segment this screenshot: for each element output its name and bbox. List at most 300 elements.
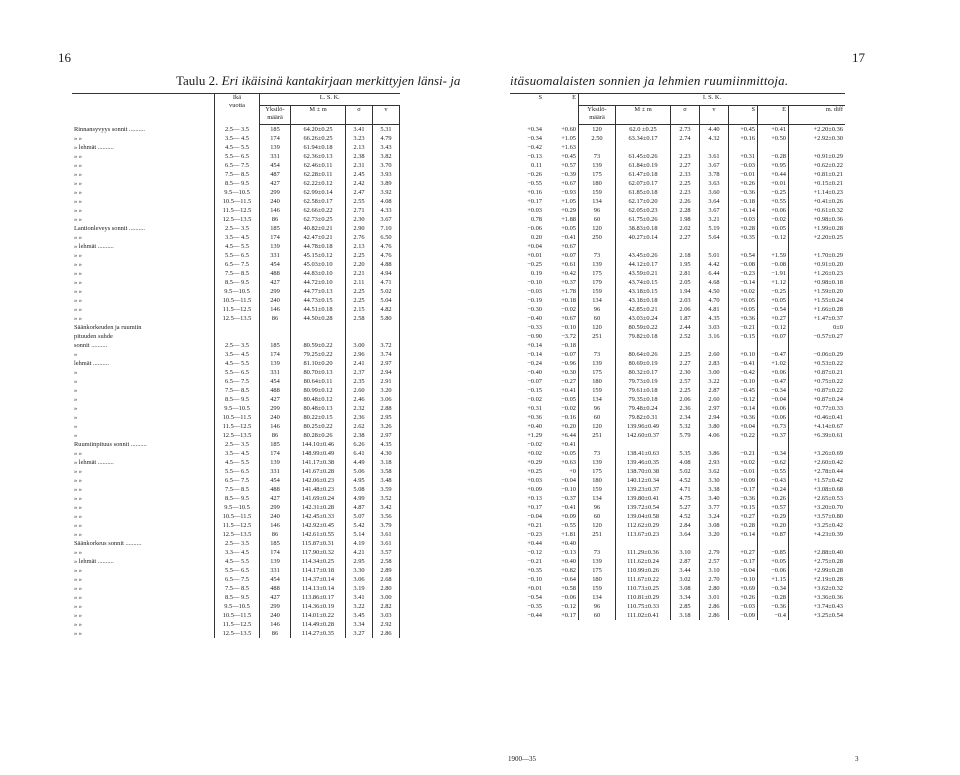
cell-b: +0.61 [544, 260, 579, 269]
table-row [510, 476, 845, 485]
cell-n: 120 [579, 125, 616, 135]
cell-E: +0.06 [758, 368, 789, 377]
cell-a: −0.04 [527, 513, 542, 520]
table-row [510, 485, 845, 494]
table-row [72, 413, 400, 422]
cell-m: 110.99±0.26 [616, 566, 671, 575]
cell-m: 80.64±0.11 [291, 377, 346, 386]
table-row [72, 503, 400, 512]
cell-d: +2.19±0.28 [813, 576, 843, 583]
cell-s: 5.32 [671, 422, 700, 431]
cell-age: 10.5—11.5 [215, 296, 260, 305]
cell-n: 139 [579, 161, 616, 170]
cell-v: 3.61 [373, 539, 400, 548]
cell-n: 299 [260, 404, 291, 413]
cell-v: 2.80 [700, 584, 729, 593]
cell-b: +0.57 [544, 161, 579, 170]
cell-b: +0.60 [544, 125, 579, 135]
cell-age: 8.5— 9.5 [215, 593, 260, 602]
cell-S: −0.14 [729, 404, 758, 413]
cell-v: 4.06 [700, 431, 729, 440]
table-row [72, 548, 400, 557]
cell-m: 62.73±0.25 [291, 215, 346, 224]
cell-E: −0.06 [758, 566, 789, 575]
cell-a: −0.40 [527, 315, 542, 322]
cell-E: +1.02 [758, 359, 789, 368]
table-row [72, 323, 400, 332]
cell-label: » » [74, 297, 82, 304]
table-row [72, 161, 400, 170]
cell-v: 3.61 [700, 152, 729, 161]
cell-d: +2.99±0.28 [813, 567, 843, 574]
cell-d: +4.23±0.39 [813, 531, 843, 538]
cell-s: 1.95 [671, 260, 700, 269]
table-row [510, 512, 845, 521]
cell-d: +2.20±0.36 [813, 126, 843, 133]
table-row [72, 233, 400, 242]
right-page-number: 17 [852, 50, 865, 65]
cell-v: 3.18 [373, 458, 400, 467]
table-row [510, 323, 845, 332]
cell-S: −0.17 [729, 557, 758, 566]
cell-m [616, 143, 671, 152]
cell-b: −0.39 [544, 170, 579, 179]
cell-d: +0.77±0.33 [813, 405, 843, 412]
cell-a: +0.13 [527, 495, 542, 502]
cell-v: 3.62 [700, 467, 729, 476]
cell-v: 3.77 [700, 503, 729, 512]
cell-n: 134 [579, 197, 616, 206]
cell-age: 5.5— 6.5 [215, 368, 260, 377]
cell-b: −0.37 [544, 494, 579, 503]
cell-b: −3.72 [544, 332, 579, 341]
table-row [510, 332, 845, 341]
cell-b: −0.93 [544, 188, 579, 197]
cell-v: 4.76 [373, 242, 400, 251]
cell-S: +0.14 [729, 530, 758, 539]
cell-label: » lehmät .......... [74, 459, 114, 466]
cell-d: +0.91±0.29 [813, 153, 843, 160]
cell-v [373, 323, 400, 332]
cell-v [700, 539, 729, 548]
cell-v [700, 341, 729, 350]
cell-m: 80.32±0.17 [616, 368, 671, 377]
table-row [72, 575, 400, 584]
cell-n: 185 [260, 341, 291, 350]
cell-v: 3.59 [373, 485, 400, 494]
cell-n: 73 [579, 548, 616, 557]
cell-a: −0.03 [527, 288, 542, 295]
cell-s: 3.02 [671, 575, 700, 584]
cell-n: 250 [579, 233, 616, 242]
cell-label: » » [74, 288, 82, 295]
cell-label: » » [74, 261, 82, 268]
cell-d: +2.65±0.53 [813, 495, 843, 502]
cell-s: 2.57 [671, 377, 700, 386]
cell-a: −0.23 [527, 531, 542, 538]
cell-m: 114.49±0.28 [291, 620, 346, 629]
cell-n [579, 539, 616, 548]
label-header [72, 94, 215, 125]
cell-b: −0.07 [544, 350, 579, 359]
n-header-right-text: Yksilö- määrä [587, 106, 607, 121]
cell-m: 44.78±0.18 [291, 242, 346, 251]
cell-v: 4.68 [700, 278, 729, 287]
cell-v: 3.20 [373, 386, 400, 395]
cell-m: 80.64±0.26 [616, 350, 671, 359]
cell-v: 4.42 [700, 260, 729, 269]
cell-S: +0.05 [729, 296, 758, 305]
cell-s [671, 440, 700, 449]
cell-S: +0.10 [729, 350, 758, 359]
table-row [510, 296, 845, 305]
cell-n: 139 [260, 359, 291, 368]
table-row [72, 368, 400, 377]
cell-n: 120 [579, 521, 616, 530]
cell-n: 299 [260, 287, 291, 296]
cell-a: −0.06 [527, 225, 542, 232]
n-header [260, 106, 291, 125]
cell-S: +0.36 [729, 413, 758, 422]
cell-S: −0.14 [729, 206, 758, 215]
table-row [510, 458, 845, 467]
cell-n: 454 [260, 575, 291, 584]
cell-a: +0.09 [527, 486, 542, 493]
cell-v: 2.86 [700, 611, 729, 620]
cell-b: −0.18 [544, 341, 579, 350]
cell-n: 240 [260, 197, 291, 206]
table-row [72, 521, 400, 530]
cell-a: −0.21 [527, 558, 542, 565]
cell-n: 454 [260, 476, 291, 485]
cell-n: 120 [579, 323, 616, 332]
cell-age: 3.5— 4.5 [215, 233, 260, 242]
cell-n: 139 [260, 458, 291, 467]
cell-v: 3.43 [373, 143, 400, 152]
cell-m: 148.99±0.49 [291, 449, 346, 458]
table-row [510, 494, 845, 503]
cell-age: 12.5—13.5 [215, 215, 260, 224]
cell-a: −0.35 [527, 603, 542, 610]
table-row [72, 494, 400, 503]
cell-S [729, 539, 758, 548]
cell-m: 110.81±0.29 [616, 593, 671, 602]
cell-age: 11.5—12.5 [215, 305, 260, 314]
cell-v: 3.93 [373, 170, 400, 179]
cell-v: 3.57 [373, 548, 400, 557]
cell-s: 2.33 [671, 170, 700, 179]
cell-age: 11.5—12.5 [215, 620, 260, 629]
cell-v: 3.78 [700, 170, 729, 179]
cell-d: +2.78±0.44 [813, 468, 843, 475]
cell-label: » » [74, 477, 82, 484]
cell-v: 2.86 [700, 602, 729, 611]
cell-d: +1.57±0.42 [813, 477, 843, 484]
cell-age: 3.5— 4.5 [215, 350, 260, 359]
cell-n: 134 [579, 593, 616, 602]
cell-s: 2.27 [671, 161, 700, 170]
cell-n: 159 [579, 485, 616, 494]
cell-n: 174 [260, 548, 291, 557]
table-row [72, 440, 400, 449]
cell-m: 142.92±0.45 [291, 521, 346, 530]
cell-s: 3.08 [671, 584, 700, 593]
cell-n: 139 [579, 458, 616, 467]
cell-E: +0.95 [758, 161, 789, 170]
cell-m: 43.18±0.18 [616, 296, 671, 305]
cell-s: 2.42 [346, 179, 373, 188]
table-row [72, 395, 400, 404]
table-row [72, 197, 400, 206]
n-header-text: Yksilö- määrä [265, 106, 285, 121]
cell-m: 80.28±0.26 [291, 431, 346, 440]
cell-s [346, 332, 373, 341]
cell-v: 3.08 [700, 521, 729, 530]
cell-v: 3.03 [373, 611, 400, 620]
table-row [510, 368, 845, 377]
cell-s: 3.45 [346, 611, 373, 620]
cell-v: 2.91 [373, 377, 400, 386]
cell-S: −0.10 [729, 377, 758, 386]
cell-S: +0.09 [729, 476, 758, 485]
cell-n: 73 [579, 152, 616, 161]
cell-v: 4.79 [373, 134, 400, 143]
cell-s: 5.02 [671, 467, 700, 476]
table-row [72, 224, 400, 233]
cell-d: +1.55±0.24 [813, 297, 843, 304]
table-row [510, 377, 845, 386]
cell-age: 10.5—11.5 [215, 197, 260, 206]
cell-age: 5.5— 6.5 [215, 251, 260, 260]
cell-m: 62.58±0.17 [291, 197, 346, 206]
table-row [72, 251, 400, 260]
cell-n: 120 [579, 224, 616, 233]
cell-n: 139 [260, 557, 291, 566]
table-row [510, 584, 845, 593]
cell-label: » [74, 396, 78, 403]
cell-E: −0.43 [758, 476, 789, 485]
cell-age: 7.5— 8.5 [215, 269, 260, 278]
cell-d: +3.20±0.70 [813, 504, 843, 511]
cell-m: 62.46±0.11 [291, 161, 346, 170]
cell-E: +0.24 [758, 485, 789, 494]
table-row [510, 413, 845, 422]
cell-label: » lehmät .......... [74, 144, 114, 151]
cell-d: +0.81±0.21 [813, 171, 843, 178]
cell-b: +0.42 [544, 269, 579, 278]
cell-m: 110.73±0.25 [616, 584, 671, 593]
cell-d: +2.88±0.40 [813, 549, 843, 556]
cell-v: 3.16 [700, 332, 729, 341]
cell-a: +0.34 [527, 125, 542, 133]
cell-s: 4.52 [671, 476, 700, 485]
cell-E: −0.34 [758, 584, 789, 593]
table-row [72, 629, 400, 638]
cell-m: 111.02±0.41 [616, 611, 671, 620]
cell-s: 3.64 [671, 530, 700, 539]
cell-m: 62.22±0.12 [291, 179, 346, 188]
cell-label: » » [74, 216, 82, 223]
cell-n: 86 [260, 314, 291, 323]
cell-b: +0 [544, 467, 579, 476]
cell-s: 1.94 [671, 287, 700, 296]
table-row [72, 584, 400, 593]
cell-v: 2.86 [373, 629, 400, 638]
cell-b: −0.10 [544, 485, 579, 494]
cell-n: 251 [579, 332, 616, 341]
table-row [510, 593, 845, 602]
cell-d: +3.57±0.80 [813, 513, 843, 520]
cell-m: 114.27±0.35 [291, 629, 346, 638]
cell-d: +3.25±0.42 [813, 522, 843, 529]
cell-v: 3.74 [373, 350, 400, 359]
table-row [72, 431, 400, 440]
cell-age: 7.5— 8.5 [215, 485, 260, 494]
cell-m [616, 440, 671, 449]
cell-m: 114.37±0.14 [291, 575, 346, 584]
table-row [72, 404, 400, 413]
cell-v [373, 332, 400, 341]
cell-m: 62.28±0.11 [291, 170, 346, 179]
cell-n: 180 [579, 179, 616, 188]
cell-label: » » [74, 522, 82, 529]
cell-m: 142.60±0.37 [616, 431, 671, 440]
cell-a: −0.90 [527, 333, 542, 340]
cell-label: Säänkorkeuden ja ruumiin [74, 324, 142, 331]
cell-n: 96 [579, 602, 616, 611]
age-header [215, 94, 260, 125]
cell-m: 63.34±0.17 [616, 134, 671, 143]
mdiff-header: m. diff [789, 106, 846, 125]
cell-v: 4.70 [700, 296, 729, 305]
cell-s: 2.55 [346, 197, 373, 206]
cell-n: 174 [260, 134, 291, 143]
cell-m: 80.69±0.19 [616, 359, 671, 368]
table-row [510, 278, 845, 287]
table-row [72, 305, 400, 314]
cell-s: 2.32 [346, 404, 373, 413]
cell-v: 3.67 [700, 161, 729, 170]
cell-age: 9.5—10.5 [215, 404, 260, 413]
table-row [72, 602, 400, 611]
right-table-body [510, 125, 845, 621]
cell-d: +1.26±0.23 [813, 270, 843, 277]
cell-v: 4.33 [373, 206, 400, 215]
cell-s: 2.18 [671, 251, 700, 260]
cell-s: 2.23 [671, 188, 700, 197]
n-header-right [579, 106, 616, 125]
cell-m: 140.12±0.34 [616, 476, 671, 485]
cell-n: 488 [260, 485, 291, 494]
table-row [510, 395, 845, 404]
cell-s: 2.15 [346, 305, 373, 314]
cell-s: 5.06 [346, 467, 373, 476]
cell-b: −0.13 [544, 548, 579, 557]
cell-n: 174 [260, 449, 291, 458]
cell-E: +0.06 [758, 413, 789, 422]
table-row [510, 143, 845, 152]
cell-age: 12.5—13.5 [215, 314, 260, 323]
cell-m: 113.86±0.17 [291, 593, 346, 602]
cell-v: 2.87 [700, 386, 729, 395]
cell-d: +3.36±0.36 [813, 594, 843, 601]
cell-S: −0.12 [729, 395, 758, 404]
cell-v: 3.00 [373, 593, 400, 602]
cell-E: +0.05 [758, 296, 789, 305]
table-row [72, 269, 400, 278]
cell-S: +0.27 [729, 548, 758, 557]
cell-d: +0.61±0.32 [813, 207, 843, 214]
cell-a: −0.13 [527, 153, 542, 160]
cell-n: 185 [260, 125, 291, 135]
cell-E [758, 341, 789, 350]
cell-n: 60 [579, 512, 616, 521]
cell-v: 3.67 [700, 206, 729, 215]
cell-m: 45.15±0.12 [291, 251, 346, 260]
cell-m: 138.70±0.38 [616, 467, 671, 476]
cell-S: −0.03 [729, 161, 758, 170]
cell-m [291, 323, 346, 332]
cell-v: 3.26 [373, 422, 400, 431]
cell-s [671, 242, 700, 251]
cell-S: +0.15 [729, 503, 758, 512]
cell-s: 2.74 [671, 134, 700, 143]
cell-s: 2.81 [671, 269, 700, 278]
cell-b: +0.29 [544, 206, 579, 215]
table-row [72, 422, 400, 431]
table-row [510, 467, 845, 476]
cell-d: +2.75±0.28 [813, 558, 843, 565]
cell-b: +0.07 [544, 251, 579, 260]
table-caption-right: itäsuomalaisten sonnien ja lehmien ruumiinmittoja. [510, 73, 789, 88]
cell-v: 6.44 [700, 269, 729, 278]
cell-n [579, 143, 616, 152]
cell-E: −0.12 [758, 233, 789, 242]
cell-v: 2.68 [373, 575, 400, 584]
cell-n: 240 [260, 512, 291, 521]
cell-s: 2.84 [671, 521, 700, 530]
cell-a: −0.26 [527, 171, 542, 178]
cell-m: 139.04±0.58 [616, 512, 671, 521]
cell-d: +0.53±0.22 [813, 360, 843, 367]
cell-s: 4.52 [671, 512, 700, 521]
cell-E: −0.02 [758, 215, 789, 224]
cell-label: » » [74, 513, 82, 520]
cell-label: » [74, 432, 78, 439]
cell-v: 4.88 [373, 260, 400, 269]
cell-age: 2.5— 3.5 [215, 539, 260, 548]
cell-S: −0.45 [729, 386, 758, 395]
cell-v: 3.89 [373, 179, 400, 188]
cell-E: +0.01 [758, 179, 789, 188]
cell-s: 2.25 [346, 287, 373, 296]
cell-v: 3.58 [373, 467, 400, 476]
cell-m: 61.47±0.18 [616, 170, 671, 179]
table-row [510, 287, 845, 296]
sigma-header: σ [346, 106, 373, 125]
cell-age: 11.5—12.5 [215, 206, 260, 215]
cell-age: 7.5— 8.5 [215, 170, 260, 179]
cell-S: −0.14 [729, 278, 758, 287]
table-row [72, 188, 400, 197]
cell-m: 40.82±0.21 [291, 224, 346, 233]
cell-n: 139 [579, 359, 616, 368]
cell-label: » lehmät .......... [74, 558, 114, 565]
cell-a: +0.40 [527, 423, 542, 430]
table-row [72, 134, 400, 143]
group-header: L. S. K. [260, 94, 400, 106]
cell-m: 139.46±0.35 [616, 458, 671, 467]
